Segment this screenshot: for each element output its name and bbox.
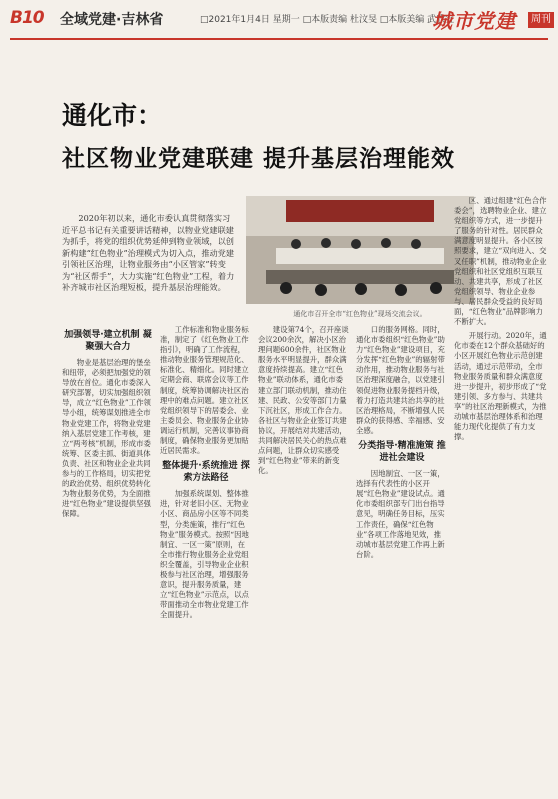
meeting-photo-illustration bbox=[246, 196, 474, 304]
col2-subhead: 整体提升·系统推进 探索方法路径 bbox=[162, 461, 250, 484]
headline-line-1: 通化市： bbox=[62, 101, 163, 130]
col2-text-b: 加强系统谋划、整体推进，针对老旧小区、无物业小区、商品房小区等不同类型，分类施策，推行“红色物业”服务模式。按照“因地制宜、一区一策”原则，在全市推行物业服务企业党组织全覆盖，引导物业企业积极参与社区治理，增强服务意识，提升服务质量，建立“红色物业”示范点，以点带面推动全市物业党建工作全面提升。 bbox=[160, 489, 249, 620]
col5-text-b: 开展行动。2020年，通化市委在12个群众基础好的小区开展红色物业示范创建活动，通过示范带动，全市物业服务质量和群众满意度进一步提升，初步形成了“党建引领、多方参与、共建共享”的社区治理新模式，为推动城市基层治理体系和治理能力现代化提供了有力支撑。 bbox=[454, 331, 547, 442]
col1-text: 物业是基层治理的堡垒和纽带，必须把加强党的领导放在首位。通化市委深入研究部署，切实加强组织领导，成立“红色物业”工作领导小组，统筹谋划推进全市物业党建工作，将物业党建纳入基层党建工作考核，建立“两考核”机制，形成市委统筹、区委主抓、街道具体负责、社区和物业企业共同参与的工作格局，切实把党的政治优势、组织优势转化为物业服务优势，为全面推进“红色物业”建设提供坚强保障。 bbox=[62, 358, 151, 519]
meeting-photo bbox=[246, 196, 474, 304]
column-5 bbox=[454, 196, 550, 786]
col2-text: 工作标准和物业服务标准，制定了《红色物业工作指引》，明确了工作流程，推动物业服务管理规范化、标准化、精细化。同时建立定期会商、联席会议等工作制度，统筹协调解决社区治理中的难点问题。建立社区党组织领导下的居委会、业主委员会、物业服务企业协调运行机制，完善议事协商制度，确保物业服务更加贴近居民需求。 bbox=[160, 325, 249, 456]
lead-paragraph bbox=[62, 213, 236, 294]
brand-tag: 周刊 bbox=[528, 12, 554, 28]
page-number: B10 bbox=[10, 8, 44, 28]
column-4 bbox=[356, 325, 448, 785]
column-3 bbox=[258, 325, 350, 785]
col4-subhead: 分类指导·精准施策 推进社会建设 bbox=[358, 441, 446, 464]
col3-text: 建设第74个，召开座谈会议200余次，解决小区治理问题600余件，社区物业服务水平明显提升，群众满意度持续提高。建立“红色物业”联动体系，通化市委建立部门联动机制，推动住建、民政、公安等部门力量下沉社区，形成工作合力。各社区与物业企业签订共建协议，开展结对共建活动，共同解决居民关心的热点难点问题，让群众切实感受到“红色物业”带来的新变化。 bbox=[258, 325, 349, 476]
lead-text: 2020年初以来，通化市委认真贯彻落实习近平总书记有关重要讲话精神，以物业党建联建为抓手，将党的组织优势延伸到物业领域，以创新构建“红色物业”治理模式为切入点，推动党建引领社区治理，让物业服务由“小区管家”转变为“社区帮手”，大力实施“红色物业”工程，着力补齐城市社区治理短板，提升基层治理能效。 bbox=[62, 213, 235, 292]
col1-subhead: 加强领导·建立机制 凝聚强大合力 bbox=[64, 330, 152, 352]
masthead bbox=[0, 0, 558, 38]
column-2 bbox=[160, 325, 252, 785]
photo-caption: 通化市召开全市“红色物业”现场交流会议。 bbox=[293, 310, 427, 318]
masthead-rule bbox=[10, 38, 548, 40]
col5-text: 区、通过组建“红色合作委会”，选聘物业企业、建立党组织等方式，进一步提升了服务的针对性。居民群众满意度明显提升。各小区按照要求，建立“双向进入、交叉任职”机制，推动物业企业党组织和社区党组织互联互动、共建共享，形成了社区党组织领导、物业企业参与、居民群众受益的良好局面，“红色物业”品牌影响力不断扩大。 bbox=[454, 196, 547, 327]
dateline: □2021年1月4日 星期一 □本版责编 杜汶旻 □本版美编 武欣宜 bbox=[200, 15, 455, 25]
section-title: 全域党建·吉林省 bbox=[60, 12, 164, 28]
brand-title: 城市党建 bbox=[432, 9, 516, 33]
col4-text: 口的服务网格。同时，通化市委组织“红色物业”助力“红色物业”建设项目，充分发挥“红色物业”的辐射带动作用，推动物业服务与社区治理深度融合，以党建引领促进物业服务提档升级，着力打造共建共治共享的社区治理格局，不断增强人民群众的获得感、幸福感、安全感。 bbox=[356, 325, 445, 435]
col4-text-b: 因地制宜、一区一策，选择有代表性的小区开展“红色物业”建设试点。通化市委组织部专门出台指导意见，明确任务目标，压实工作责任，确保“红色物业”各项工作落地见效，推动城市基层党建工作再上新台阶。 bbox=[356, 469, 445, 559]
column-1 bbox=[62, 325, 154, 785]
headline-line-2: 社区物业党建联建 提升基层治理能效 bbox=[62, 146, 456, 172]
